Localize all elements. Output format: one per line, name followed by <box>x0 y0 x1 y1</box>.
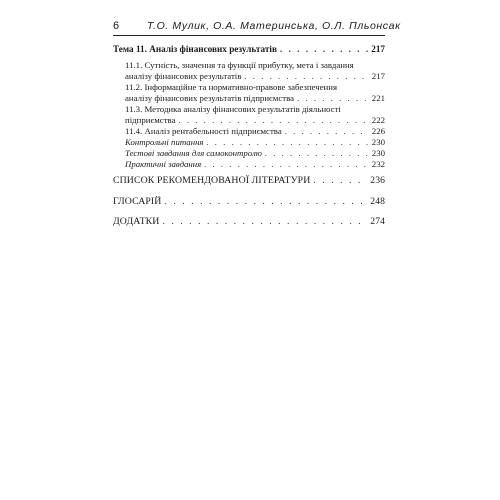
dot-leader <box>178 115 368 125</box>
toc-entry-literature[interactable] <box>113 175 385 186</box>
toc-entry-appendix[interactable] <box>113 216 385 227</box>
toc-entry-control-questions[interactable] <box>125 137 385 147</box>
toc-entry-test-tasks[interactable] <box>125 148 385 158</box>
toc-page-number: 236 <box>370 175 385 186</box>
toc-page-number: 248 <box>370 196 385 207</box>
toc-entry-11-3[interactable] <box>125 115 385 125</box>
page-number: 6 <box>113 20 120 32</box>
toc-entry-title: Тема 11. Аналіз фінансових результатів <box>113 44 277 54</box>
toc-page-number: 222 <box>371 115 385 125</box>
dot-leader <box>164 196 367 207</box>
toc-entry-title: аналізу фінансових результатів <box>125 71 242 81</box>
toc-entry-title: Тестові завдання для самоконтролю <box>125 148 262 158</box>
toc-entry-11-2[interactable] <box>125 93 385 103</box>
dot-leader <box>280 44 368 54</box>
toc-entry-title: Контрольні питання <box>125 137 204 147</box>
toc-entry-glossary[interactable] <box>113 196 385 207</box>
toc-page-number: 217 <box>371 44 385 54</box>
toc-page-number: 230 <box>371 148 385 158</box>
toc-page-number: 217 <box>371 71 385 81</box>
toc-entry-chapter-11[interactable] <box>113 44 385 54</box>
toc-entry-title: аналізу фінансових результатів підприємства <box>125 93 295 103</box>
toc-entry-title: підприємства <box>125 115 176 125</box>
dot-leader <box>204 159 368 169</box>
toc-entry-practical-tasks[interactable] <box>125 159 385 169</box>
toc-entry-11-1[interactable] <box>125 71 385 81</box>
toc-entry-title: ДОДАТКИ <box>113 216 160 227</box>
toc-entry-title: СПИСОК РЕКОМЕНДОВАНОЇ ЛІТЕРАТУРИ <box>113 175 311 186</box>
dot-leader <box>207 137 368 147</box>
dot-leader <box>244 71 368 81</box>
page-header <box>113 19 401 36</box>
toc-page-number: 274 <box>370 216 385 227</box>
toc-page-number: 221 <box>371 93 385 103</box>
toc-page-number: 230 <box>371 137 385 147</box>
dot-leader <box>265 148 368 158</box>
toc-entry-11-1-line1: 11.1. Сутність, значення та функції прибутку, мета і завдання <box>125 60 354 70</box>
toc-entry-title: Практичні завдання <box>125 159 202 169</box>
toc-entry-11-4[interactable] <box>125 126 385 136</box>
dot-leader <box>297 93 368 103</box>
toc-entry-title: 11.4. Аналіз рентабельності підприємства <box>125 126 282 136</box>
toc-entry-11-3-line1: 11.3. Методика аналізу фінансових результатів діяльності <box>125 104 341 114</box>
dot-leader <box>313 175 367 186</box>
toc-entry-11-2-line1: 11.2. Інформаційне та нормативно-правове забезпечення <box>125 82 338 92</box>
toc-entry-title: ГЛОСАРІЙ <box>113 196 162 207</box>
running-head-authors: Т.О. Мулик, О.А. Материнська, О.Л. Пльонсак <box>147 20 401 32</box>
toc-page-number: 232 <box>371 159 385 169</box>
dot-leader <box>162 216 367 227</box>
dot-leader <box>285 126 368 136</box>
toc-page-number: 226 <box>371 126 385 136</box>
